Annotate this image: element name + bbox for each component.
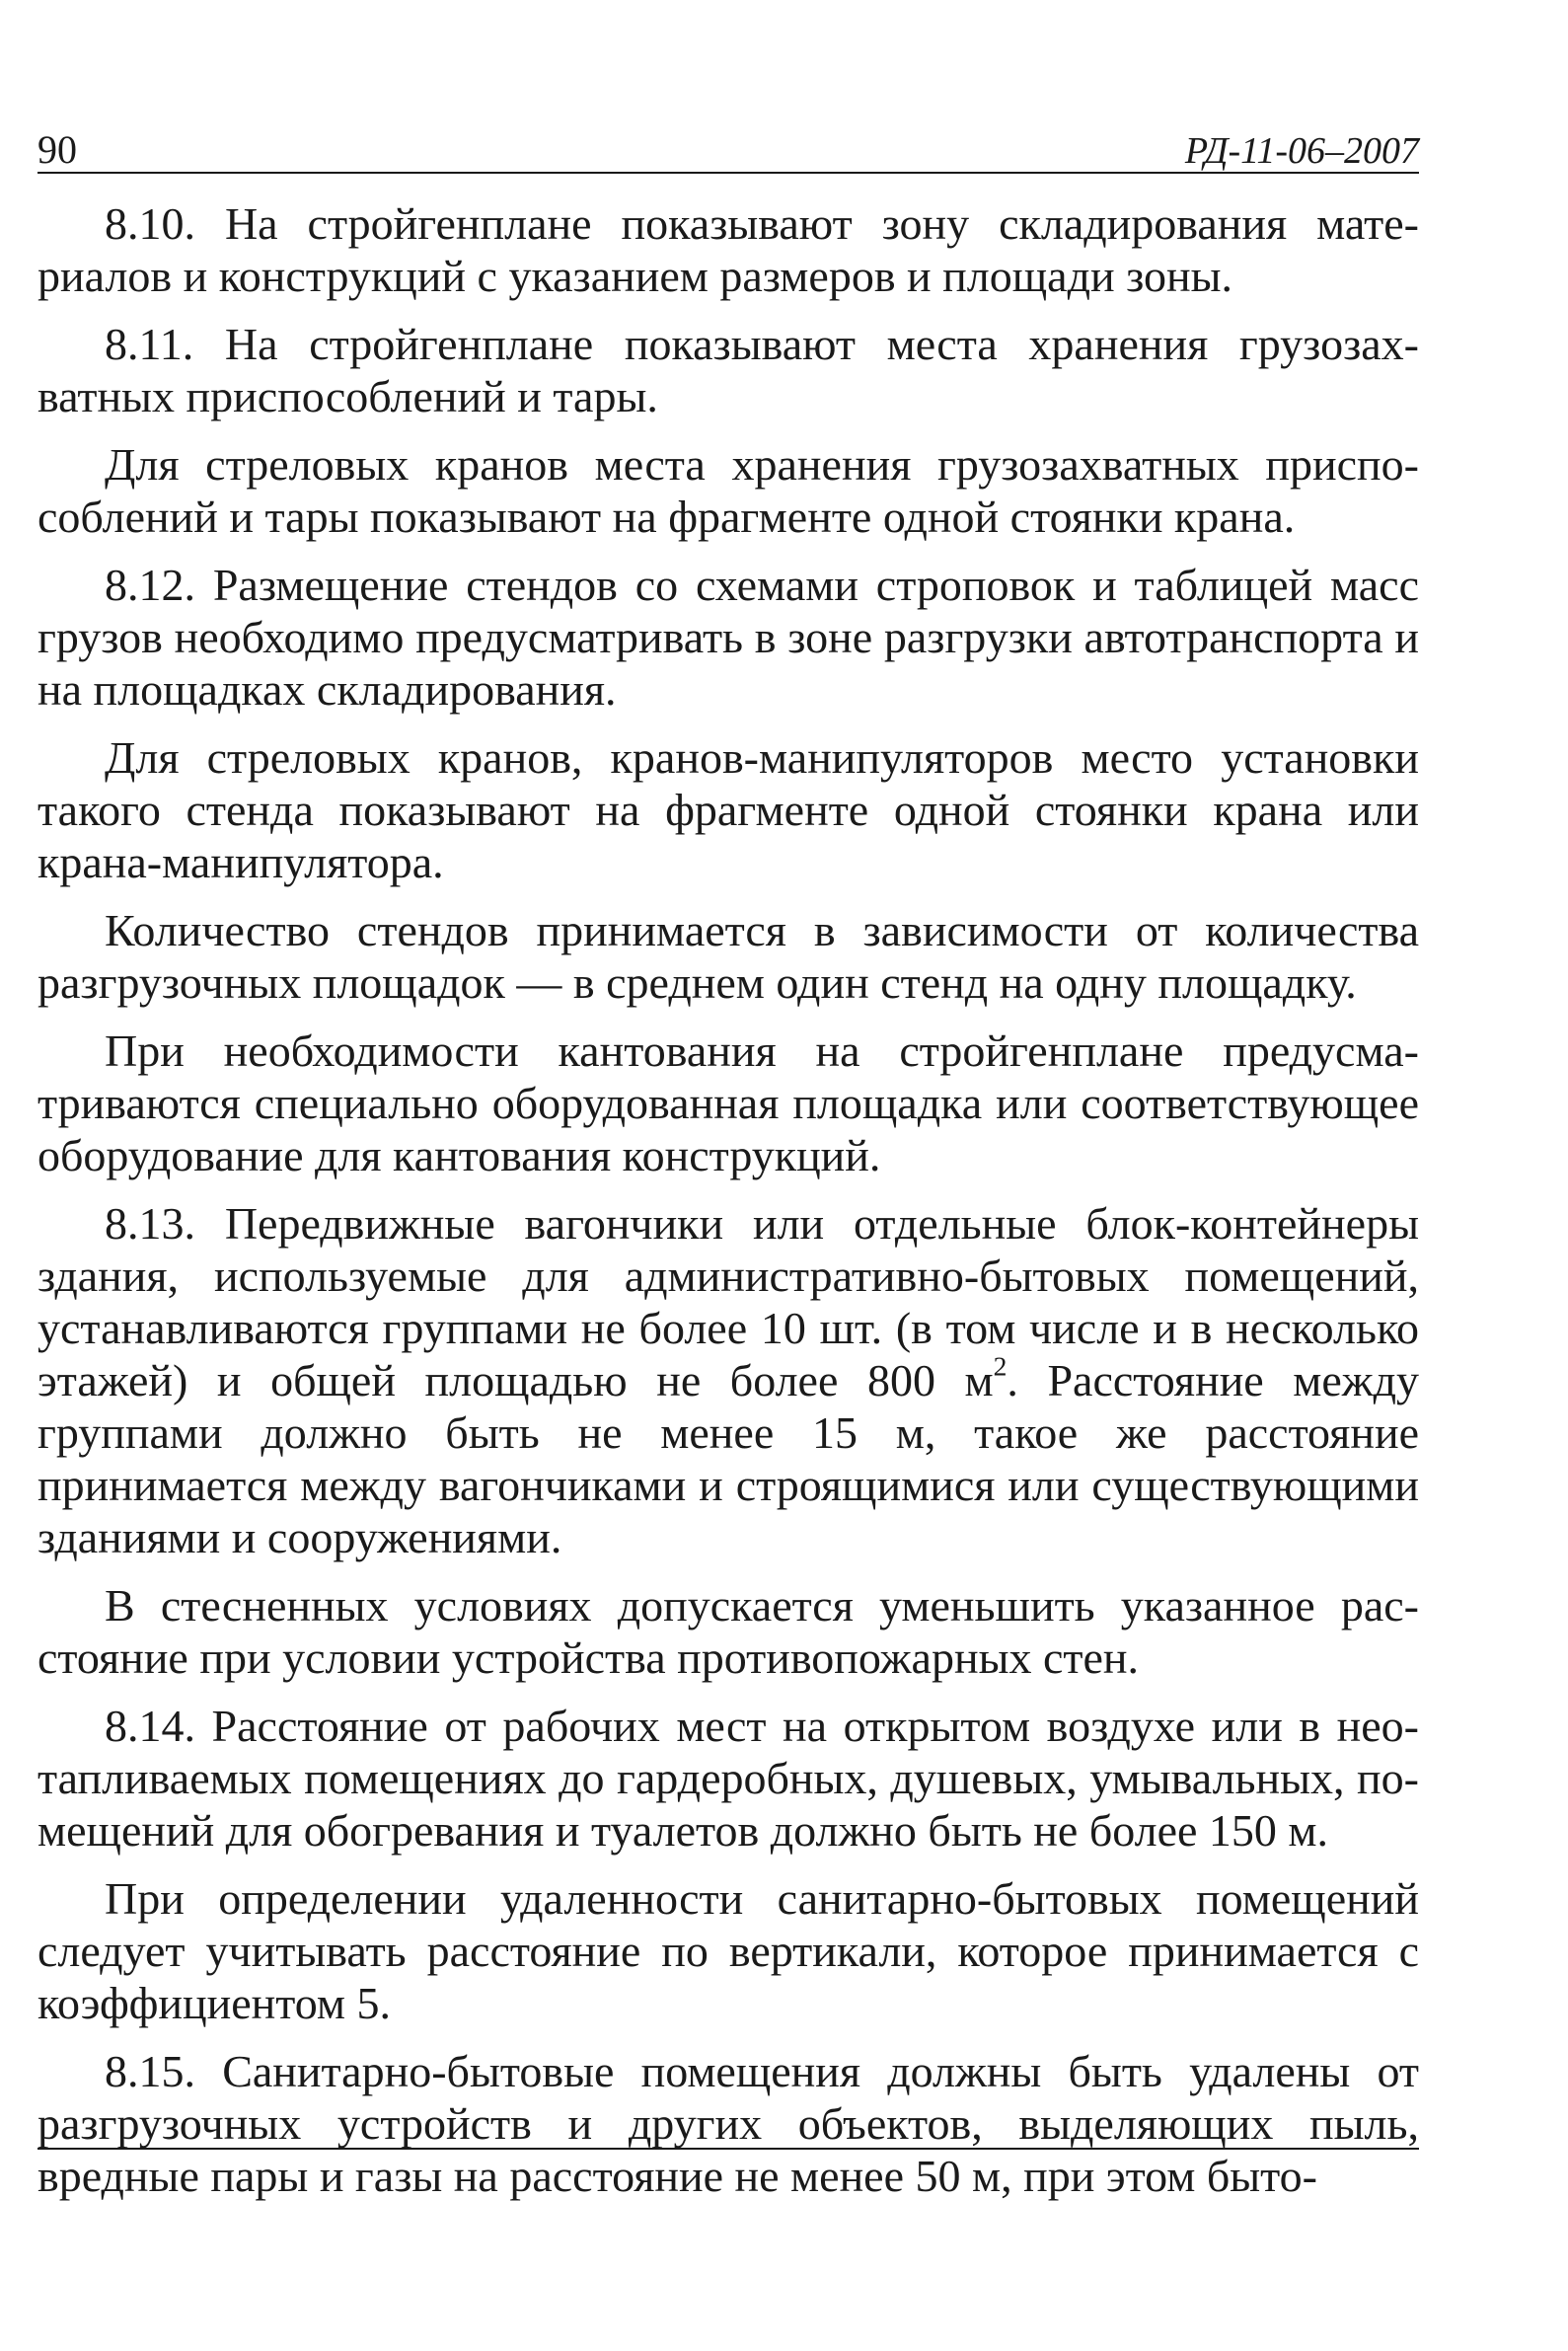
paragraph-8-14: 8.14. Расстояние от рабочих мест на открытом воздухе или в неотапливаемых помещениях до гардеробных, душевых, умывальных, помещений для обогревания и туалетов должно быть не более 150 м.: [37, 1701, 1419, 1856]
footer-divider: [37, 2148, 1419, 2150]
page-body: [37, 197, 1419, 2202]
document-code: РД-11-06–2007: [1184, 130, 1419, 172]
paragraph-stand-count: Количество стендов принимается в зависимости от количества разгрузочных площадок — в среднем один стенд на одну площадку.: [37, 905, 1419, 1008]
paragraph-constrained-conditions: В стесненных условиях допускается уменьшить указанное расстояние при условии устройства противопожарных стен.: [37, 1580, 1419, 1683]
paragraph-vertical-distance: При определении удаленности санитарно-бытовых помещений следует учитывать расстояние по вертикали, которое принимается с коэффициентом 5.: [37, 1873, 1419, 2028]
page-header: [37, 116, 1419, 174]
paragraph-8-10: 8.10. На стройгенплане показывают зону складирования материалов и конструкций с указанием размеров и площади зоны.: [37, 198, 1419, 301]
paragraph-tilting-area: При необходимости кантования на стройгенплане предусматриваются специально оборудованная площадка или соответствующее оборудование для кантования конструкций.: [37, 1025, 1419, 1180]
paragraph-8-15: 8.15. Санитарно-бытовые помещения должны быть удалены от разгрузочных устройств и других объектов, выделяющих пыль, вредные пары и газы на расстояние не менее 50 м, при этом быто-: [37, 2046, 1419, 2201]
page-number: 90: [37, 127, 77, 172]
paragraph-jib-crane-storage: Для стреловых кранов места хранения грузозахватных приспособлений и тары показывают на фрагменте одной стоянки крана.: [37, 439, 1419, 542]
paragraph-8-13-part-2: . Расстояние между группами должно быть не менее 15 м, такое же расстояние принимается между вагончиками и строящимися или существующими зданиями и сооружениями.: [37, 1355, 1419, 1562]
paragraph-stand-location: Для стреловых кранов, кранов-манипуляторов место установки такого стенда показывают на фрагменте одной стоянки крана или крана-манипулятора.: [37, 732, 1419, 887]
paragraph-8-12: 8.12. Размещение стендов со схемами строповок и таблицей масс грузов необходимо предусматривать в зоне разгрузки автотранспорта и на площадках складирования.: [37, 560, 1419, 715]
paragraph-8-11: 8.11. На стройгенплане показывают места хранения грузозахватных приспособлений и тары.: [37, 319, 1419, 421]
square-superscript: 2: [993, 1350, 1008, 1382]
paragraph-8-13: [37, 1197, 1419, 1563]
paragraph-8-13-part-1: 8.13. Передвижные вагончики или отдельные блок-контейнеры здания, используемые для административно-бытовых помещений, устанавливаются группами не более 10 шт. (в том числе и в несколько этажей) и общей площадью не более 800 м: [37, 1198, 1419, 1405]
